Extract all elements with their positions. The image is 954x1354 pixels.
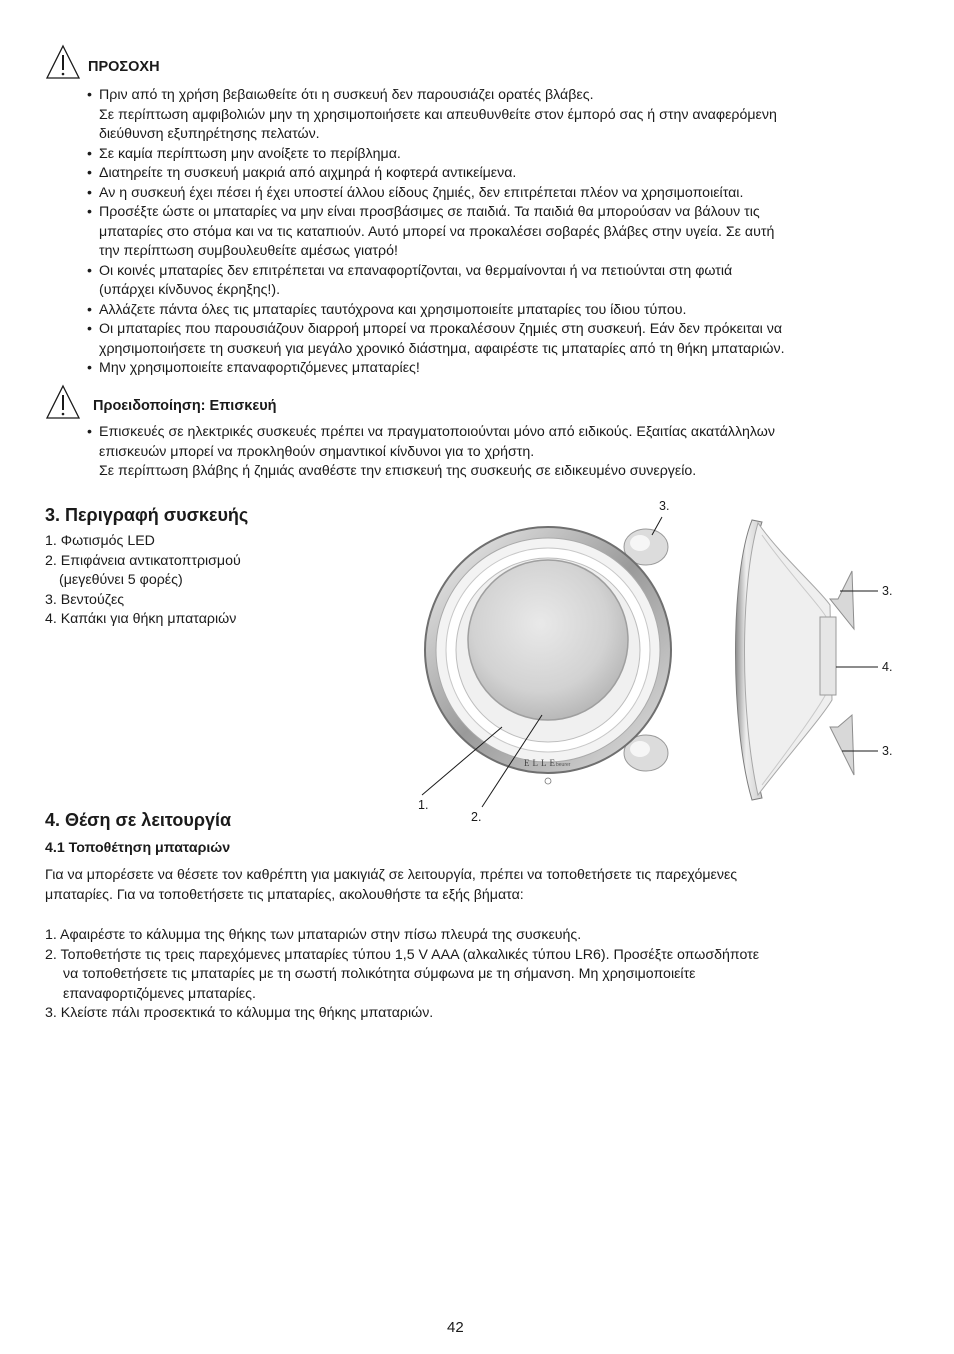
caution-item-line: την περίπτωση συμβουλευθείτε αμέσως γιατρό! — [99, 243, 398, 259]
caution-item — [85, 86, 915, 145]
battery-step-line: 1. Αφαιρέστε το κάλυμμα της θήκης των μπαταριών στην πίσω πλευρά της συσκευής. — [45, 927, 582, 943]
caution-item-line: διεύθυνση εξυπηρέτησης πελατών. — [99, 126, 320, 142]
caution-item — [85, 301, 915, 321]
description-item-line: 3. Βεντούζες — [45, 591, 125, 608]
repair-item-line: • Επισκευές σε ηλεκτρικές συσκευές πρέπει να πραγματοποιούνται μόνο από ειδικούς. Εξαιτίας ακατάλληλων — [99, 424, 775, 440]
caution-item-line: • Οι κοινές μπαταρίες δεν επιτρέπεται να επαναφορτίζονται, να θερμαίνονται ή να πετιούνται στη φωτιά — [99, 262, 733, 279]
callout-label-3-top: 3. — [659, 499, 670, 513]
callout-label-4: 4. — [882, 660, 893, 674]
repair-item-line: Σε περίπτωση βλάβης ή ζημιάς αναθέστε την επισκευή της συσκευής σε ειδικευμένο συνεργείο. — [99, 463, 697, 479]
caution-item-line: Σε περίπτωση αμφιβολιών μην τη χρησιμοποιήσετε και απευθυνθείτε στον έμπορό σας ή στην αναφερόμενη — [99, 106, 777, 123]
mirror-figure — [400, 495, 920, 830]
section-heading-operation: 4. Θέση σε λειτουργία — [45, 810, 232, 830]
caution-item-line: • Αλλάζετε πάντα όλες τις μπαταρίες ταυτόχρονα και χρησιμοποιείτε μπαταρίες του ίδιου τύπου. — [99, 301, 687, 318]
caution-heading: ΠΡΟΣΟΧΗ — [88, 59, 160, 75]
caution-item-line: • Αν η συσκευή έχει πέσει ή έχει υποστεί άλλου είδους ζημιές, δεν επιτρέπεται πλέον να χρησιμοποιείται. — [99, 184, 744, 201]
callout-label-1: 1. — [418, 798, 429, 812]
caution-item — [85, 145, 915, 165]
description-item — [45, 532, 405, 552]
operation-intro — [45, 866, 915, 905]
battery-step-line: επαναφορτιζόμενες μπαταρίες. — [63, 985, 256, 1002]
battery-steps-list — [45, 926, 915, 1024]
caution-item-line: • Πριν από τη χρήση βεβαιωθείτε ότι η συσκευή δεν παρουσιάζει ορατές βλάβες. — [99, 87, 594, 103]
repair-item — [85, 423, 915, 482]
description-item-line: 4. Καπάκι για θήκη μπαταριών — [45, 611, 237, 627]
caution-item-line: • Μην χρησιμοποιείτε επαναφορτιζόμενες μπαταρίες! — [99, 360, 420, 376]
battery-step-line: 3. Κλείστε πάλι προσεκτικά το κάλυμμα της θήκης μπαταριών. — [45, 1005, 434, 1021]
section-heading-description: 3. Περιγραφή συσκευής — [45, 505, 249, 525]
power-button-icon — [545, 778, 551, 784]
repair-list — [85, 423, 915, 482]
description-item-line: 2. Επιφάνεια αντικατοπτρισμού — [45, 552, 241, 569]
caution-item-line: μπαταρίες στο στόμα και να τις καταπιούν. Αυτό μπορεί να προκαλέσει σοβαρές βλάβες στην υγεία. Σε αυτή — [99, 223, 775, 240]
operation-intro-line: μπαταρίες. Για να τοποθετήσετε τις μπαταρίες, ακολουθήστε τα εξής βήματα: — [45, 886, 524, 903]
battery-step — [45, 926, 915, 946]
caution-item — [85, 262, 915, 301]
description-item — [45, 610, 405, 630]
caution-item — [85, 320, 915, 359]
callout-label-3-side-bottom: 3. — [882, 744, 893, 758]
caution-item-line: • Οι μπαταρίες που παρουσιάζουν διαρροή μπορεί να προκαλέσουν ζημιές στη συσκευή. Εάν δεν πρόκειται να — [99, 321, 783, 337]
caution-item — [85, 164, 915, 184]
callout-label-2: 2. — [471, 810, 482, 824]
caution-list — [85, 86, 915, 379]
battery-step-line: να τοποθετήσετε τις μπαταρίες με τη σωστή πολικότητα σύμφωνα με τη σήμανση. Μη χρησιμοποιείτε — [63, 966, 696, 982]
repair-warning-heading: Προειδοποίηση: Επισκευή — [93, 398, 277, 414]
mirror-side-view — [736, 520, 855, 800]
caution-item-line: • Σε καμία περίπτωση μην ανοίξετε το περίβλημα. — [99, 145, 401, 162]
battery-step-line: 2. Τοποθετήστε τις τρεις παρεχόμενες μπαταρίες τύπου 1,5 V AAA (αλκαλικές τύπου LR6). Προσέξτε οπωσδήποτε — [45, 946, 760, 963]
warning-triangle-icon — [45, 384, 81, 420]
caution-item-line: χρησιμοποιήσετε τη συσκευή για μεγάλο χρονικό διάστημα, αφαιρέστε τις μπαταρίες από τη θήκη μπαταριών. — [99, 340, 785, 357]
operation-intro-line: Για να μπορέσετε να θέσετε τον καθρέπτη για μακιγιάζ σε λειτουργία, πρέπει να τοποθετήσετε τις παρεχόμενες — [45, 867, 738, 883]
caution-item — [85, 203, 915, 262]
warning-triangle-icon — [45, 44, 81, 80]
battery-step — [45, 946, 915, 1005]
caution-item — [85, 359, 915, 379]
caution-item-line: • Διατηρείτε τη συσκευή μακριά από αιχμηρά ή κοφτερά αντικείμενα. — [99, 165, 517, 181]
description-item-line: 1. Φωτισμός LED — [45, 533, 155, 549]
repair-item-line: επισκευών μπορεί να προκληθούν σημαντικοί κίνδυνοι για το χρήστη. — [99, 443, 535, 460]
page-number: 42 — [447, 1319, 464, 1336]
subsection-heading-batteries: 4.1 Τοποθέτηση μπαταριών — [45, 840, 231, 856]
callout-label-3-side-top: 3. — [882, 584, 893, 598]
caution-item-line: • Προσέξτε ώστε οι μπαταρίες να μην είναι προσβάσιμες σε παιδιά. Τα παιδιά θα μπορούσαν να βάλουν τις — [99, 204, 760, 220]
brand-sub-logo: beurer — [556, 762, 571, 768]
description-item — [45, 591, 405, 611]
description-list — [45, 532, 405, 630]
description-item — [45, 552, 405, 591]
caution-item-line: (υπάρχει κίνδυνος έκρηξης!). — [99, 282, 281, 298]
brand-logo: ELLE — [524, 758, 558, 768]
description-item-line: (μεγεθύνει 5 φορές) — [59, 572, 183, 588]
battery-step — [45, 1004, 915, 1024]
caution-item — [85, 184, 915, 204]
